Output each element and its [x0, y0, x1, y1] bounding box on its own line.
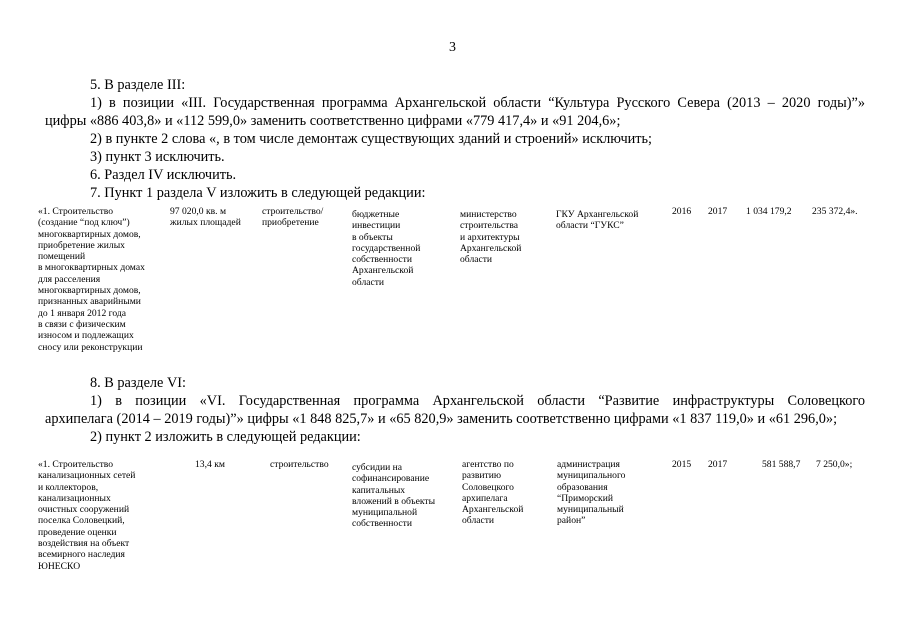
para-5-item-2: 2) в пункте 2 слова «, в том числе демонтаж существующих зданий и строений» исключить; [90, 131, 653, 147]
para-6: 6. Раздел IV исключить. [90, 167, 237, 183]
para-5-item-1-line-2: цифры «886 403,8» и «112 599,0» заменить соответственно цифрами «779 417,4» и «91 204,6»; [45, 113, 621, 129]
page-number: 3 [449, 40, 456, 55]
table-2-amount: 7 250,0»; [816, 459, 853, 470]
table-2-type: строительство [270, 459, 329, 470]
table-2-customer: администрация муниципального образования “Приморский муниципальный район” [557, 459, 626, 527]
table-2-start-year: 2015 [672, 459, 692, 470]
para-8-item-1-line-2: архипелага (2014 – 2019 годы)”» цифры «1 848 825,7» и «65 820,9» заменить соответственно цифрами «1 837 119,0» и «61 296,0»; [45, 411, 838, 427]
table-1-form: бюджетные инвестиции в объекты государственной собственности Архангельской области [352, 209, 421, 288]
para-7: 7. Пункт 1 раздела V изложить в следующей редакции: [90, 185, 426, 201]
para-8-item-1-line-1: 1) в позиции «VI. Государственная программа Архангельской области “Развитие инфраструктуры Соловецкого [90, 393, 865, 409]
table-1-start-year: 2016 [672, 206, 692, 217]
para-5-heading: 5. В разделе III: [90, 77, 186, 93]
table-1-amount: 235 372,4». [812, 206, 858, 217]
para-8-heading: 8. В разделе VI: [90, 375, 187, 391]
table-1-capacity: 97 020,0 кв. м жилых площадей [170, 206, 241, 229]
table-2-object-name: «1. Строительство канализационных сетей и коллекторов, канализационных очистных сооружений поселка Соловецкий, проведение оценки воздействия на объект всемирного наследия ЮНЕСКО [38, 459, 136, 572]
table-2-cost: 581 588,7 [762, 459, 801, 470]
table-2-form: субсидии на софинансирование капитальных вложений в объекты муниципальной собственности [352, 462, 436, 530]
table-1-customer: ГКУ Архангельской области “ГУКС” [556, 209, 639, 232]
table-2-end-year: 2017 [708, 459, 728, 470]
table-2-executor: агентство по развитию Соловецкого архипелага Архангельской области [462, 459, 524, 527]
table-1-cost: 1 034 179,2 [746, 206, 792, 217]
table-1-object-name: «1. Строительство (создание “под ключ”) многоквартирных домов, приобретение жилых помещений в многоквартирных домах для расселения многоквартирных домов, признанных аварийными до 1 января 2012 года в связи с физическим износом и подлежащих сносу или реконструкции [38, 206, 145, 353]
para-5-item-1-line-1: 1) в позиции «III. Государственная программа Архангельской области “Культура Русского Севера (2013 – 2020 годы)”» [90, 95, 865, 111]
table-1-type: строительство/ приобретение [262, 206, 324, 229]
table-2-capacity: 13,4 км [195, 459, 225, 470]
table-1-end-year: 2017 [708, 206, 728, 217]
table-1-executor: министерство строительства и архитектуры Архангельской области [460, 209, 522, 266]
para-5-item-3: 3) пункт 3 исключить. [90, 149, 225, 165]
para-8-item-2: 2) пункт 2 изложить в следующей редакции: [90, 429, 361, 445]
